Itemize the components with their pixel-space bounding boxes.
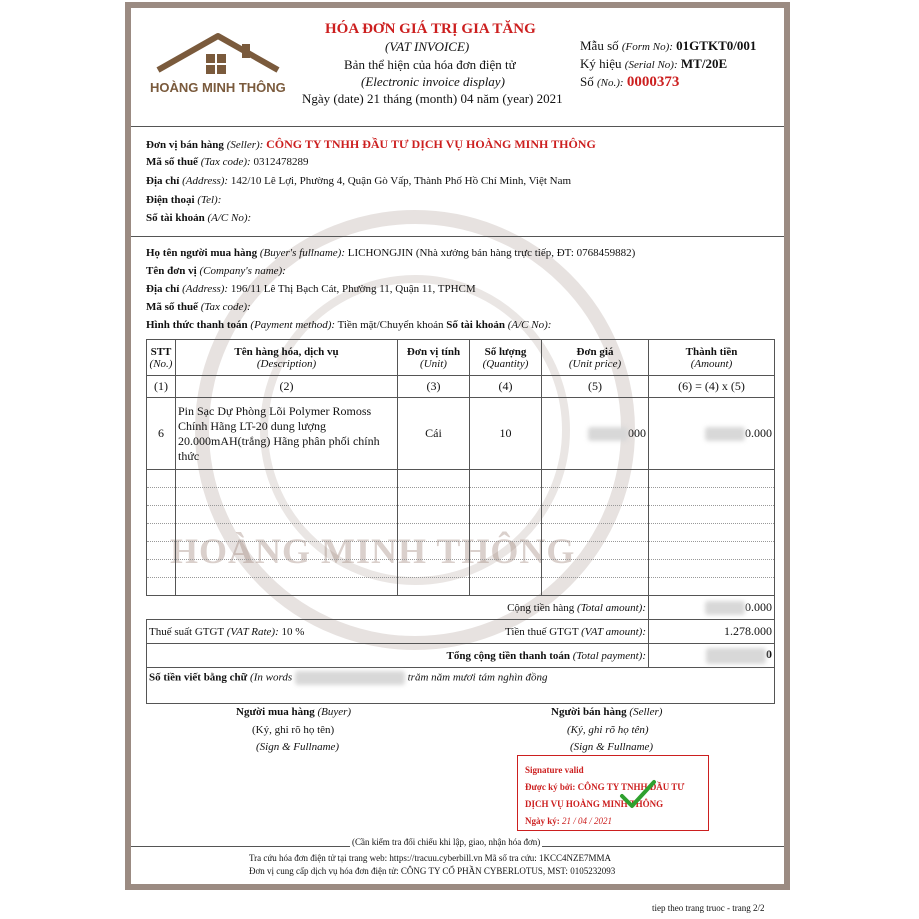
watermark-text: HOÀNG MINH THÔNG	[170, 531, 576, 571]
seller-name-row	[146, 137, 596, 152]
form-value: 01GTKT0/001	[676, 38, 757, 53]
buyer-company-label: Tên đơn vị	[146, 265, 197, 277]
page-indicator: tiep theo trang truoc - trang 2/2	[652, 903, 765, 913]
total-label-cell: Tổng cộng tiền thanh toán (Total payment):	[147, 644, 649, 668]
signed-by-1: Được ký bởi: CÔNG TY TNHH ĐẦU TƯ	[525, 782, 685, 792]
invoice-date: Ngày (date) 21 tháng (month) 04 năm (year) 2021	[302, 91, 563, 106]
words-cell: Số tiền viết bằng chữ (In words trăm năm mươi tám nghìn đồng	[147, 668, 775, 704]
table-empty-row	[147, 470, 775, 488]
seller-addr-row	[146, 175, 571, 187]
lookup-info: Tra cứu hóa đơn điện tử tại trang web: https://tracuu.cyberbill.vn Mã số tra cứu: 1KCC4NZE7MMA	[249, 853, 612, 863]
table-header-row	[147, 340, 775, 376]
seller-sign-note: (Ký, ghi rõ họ tên)	[567, 724, 649, 736]
seller-name: CÔNG TY TNHH ĐẦU TƯ DỊCH VỤ HOÀNG MINH THÔNG	[266, 137, 596, 151]
seller-sign-note-en: (Sign & Fullname)	[570, 741, 654, 753]
seller-addr-label-en: (Address):	[182, 175, 229, 187]
serial-no	[580, 56, 727, 72]
seller-tel-row	[146, 194, 221, 206]
form-no	[580, 38, 756, 54]
vat-value: 1.278.000	[649, 620, 775, 644]
buyer-addr: 196/11 Lê Thị Bạch Cát, Phường 11, Quận 11, TPHCM	[230, 283, 476, 295]
seller-name-label: Đơn vị bán hàng	[146, 139, 224, 151]
seller-tel-label-en: (Tel):	[197, 194, 222, 206]
sign-date: Ngày ký: 21 / 04 / 2021	[525, 816, 613, 826]
buyer-name-row	[146, 247, 635, 259]
provider-info: Đơn vị cung cấp dịch vụ hóa đơn điện tử: CÔNG TY CỔ PHẦN CYBERLOTUS, MST: 0105232093	[249, 866, 616, 876]
divider-seller	[131, 236, 784, 237]
index-cell: (5)	[542, 376, 649, 398]
buyer-company-label-en: (Company's name):	[199, 265, 286, 277]
check-note: (Cần kiểm tra đối chiếu khi lập, giao, nhận hóa đơn)	[352, 837, 541, 847]
total-value: 0	[649, 644, 775, 668]
buyer-acc-label: Số tài khoản	[446, 319, 505, 331]
buyer-sign-title: Người mua hàng (Buyer)	[236, 706, 352, 718]
seller-addr-label: Địa chỉ	[146, 175, 180, 187]
seller-tel-label: Điện thoại	[146, 194, 195, 206]
invoice-title-en: (VAT INVOICE)	[385, 39, 470, 54]
buyer-company-row	[146, 265, 286, 277]
company-logo	[150, 30, 285, 100]
buyer-pay-label-en: (Payment method):	[250, 319, 336, 331]
display-en: (Electronic invoice display)	[361, 74, 505, 89]
buyer-pay-row	[146, 319, 551, 331]
seller-acc-label: Số tài khoản	[146, 212, 205, 224]
invoice-no	[580, 74, 679, 91]
serial-label-en: (Serial No):	[624, 59, 678, 71]
form-label: Mẫu số	[580, 38, 619, 53]
buyer-sign-note-en: (Sign & Fullname)	[256, 741, 340, 753]
table-empty-row	[147, 488, 775, 506]
buyer-addr-row	[146, 283, 476, 295]
logo-text: HOÀNG MINH THÔNG	[150, 80, 286, 95]
buyer-sign-note: (Ký, ghi rõ họ tên)	[252, 724, 335, 736]
seller-tax: 0312478289	[253, 156, 309, 168]
buyer-tax-label: Mã số thuế	[146, 301, 198, 313]
row-price: 000	[542, 398, 649, 470]
index-cell: (4)	[470, 376, 542, 398]
signature-valid: Signature valid	[525, 765, 584, 775]
table-empty-row	[147, 524, 775, 542]
table-index-row	[147, 376, 775, 398]
row-unit: Cái	[398, 398, 470, 470]
seller-acc-row	[146, 212, 251, 224]
table-empty-row	[147, 542, 775, 560]
table-empty-row	[147, 578, 775, 596]
th-unit: Đơn vị tính (Unit)	[398, 340, 470, 376]
vat-rate-cell: Thuế suất GTGT (VAT Rate): 10 %	[147, 620, 470, 644]
table-empty-row	[147, 560, 775, 578]
total-row	[147, 644, 775, 668]
index-cell: (2)	[176, 376, 398, 398]
seller-acc-label-en: (A/C No):	[207, 212, 252, 224]
index-cell: (3)	[398, 376, 470, 398]
seller-tax-label: Mã số thuế	[146, 156, 198, 168]
row-desc: Pin Sạc Dự Phòng Lõi Polymer Romoss Chính Hãng LT-20 dung lượng 20.000mAH(trắng) Hãng phân phối chính thức	[176, 398, 398, 470]
no-label-en: (No.):	[596, 77, 624, 89]
serial-label: Ký hiệu	[580, 56, 622, 71]
subtotal-row	[147, 596, 775, 620]
buyer-tax-row	[146, 301, 251, 313]
house-logo-icon	[150, 30, 285, 82]
row-stt: 6	[147, 398, 176, 470]
check-icon	[618, 778, 658, 810]
row-qty: 10	[470, 398, 542, 470]
index-cell: (1)	[147, 376, 176, 398]
th-qty: Số lượng (Quantity)	[470, 340, 542, 376]
buyer-addr-label: Địa chỉ	[146, 283, 180, 295]
buyer-name-label-en: (Buyer's fullname):	[259, 247, 345, 259]
seller-addr: 142/10 Lê Lợi, Phường 4, Quận Gò Vấp, Thành Phố Hồ Chí Minh, Việt Nam	[230, 175, 572, 187]
divider-header	[131, 126, 784, 127]
items-table	[146, 339, 775, 704]
no-label: Số	[580, 74, 594, 89]
seller-sign-title: Người bán hàng (Seller)	[551, 706, 663, 718]
vat-row	[147, 620, 775, 644]
index-cell: (6) = (4) x (5)	[649, 376, 775, 398]
seller-tax-row	[146, 156, 308, 168]
serial-value: MT/20E	[680, 56, 728, 71]
buyer-addr-label-en: (Address):	[182, 283, 229, 295]
buyer-name-label: Họ tên người mua hàng	[146, 247, 258, 259]
buyer-pay-label: Hình thức thanh toán	[146, 319, 248, 331]
th-price: Đơn giá (Unit price)	[542, 340, 649, 376]
table-empty-row	[147, 506, 775, 524]
vat-label-cell: Tiền thuế GTGT (VAT amount):	[470, 620, 649, 644]
no-value: 0000373	[626, 74, 680, 90]
subtotal-value: 0.000	[649, 596, 775, 620]
signed-by-2: DỊCH VỤ HOÀNG MINH THÔNG	[525, 799, 664, 809]
buyer-acc-label-en: (A/C No):	[507, 319, 552, 331]
buyer-name: LICHONGJIN (Nhà xưởng bán hàng trực tiếp, ĐT: 0768459882)	[347, 247, 636, 259]
th-amount: Thành tiền (Amount)	[649, 340, 775, 376]
table-row	[147, 398, 775, 470]
buyer-tax-label-en: (Tax code):	[200, 301, 251, 313]
invoice-title: HÓA ĐƠN GIÁ TRỊ GIA TĂNG	[325, 21, 536, 37]
words-row	[147, 668, 775, 704]
form-label-en: (Form No):	[621, 41, 673, 53]
subtotal-label-cell: Cộng tiền hàng (Total amount):	[147, 596, 649, 620]
seller-name-label-en: (Seller):	[226, 139, 264, 151]
th-stt: STT (No.)	[147, 340, 176, 376]
row-amount: 0.000	[649, 398, 775, 470]
buyer-pay: Tiền mặt/Chuyển khoản	[337, 319, 444, 331]
seller-tax-label-en: (Tax code):	[200, 156, 251, 168]
display-vn: Bản thể hiện của hóa đơn điện tử	[344, 57, 516, 72]
th-desc: Tên hàng hóa, dịch vụ (Description)	[176, 340, 398, 376]
